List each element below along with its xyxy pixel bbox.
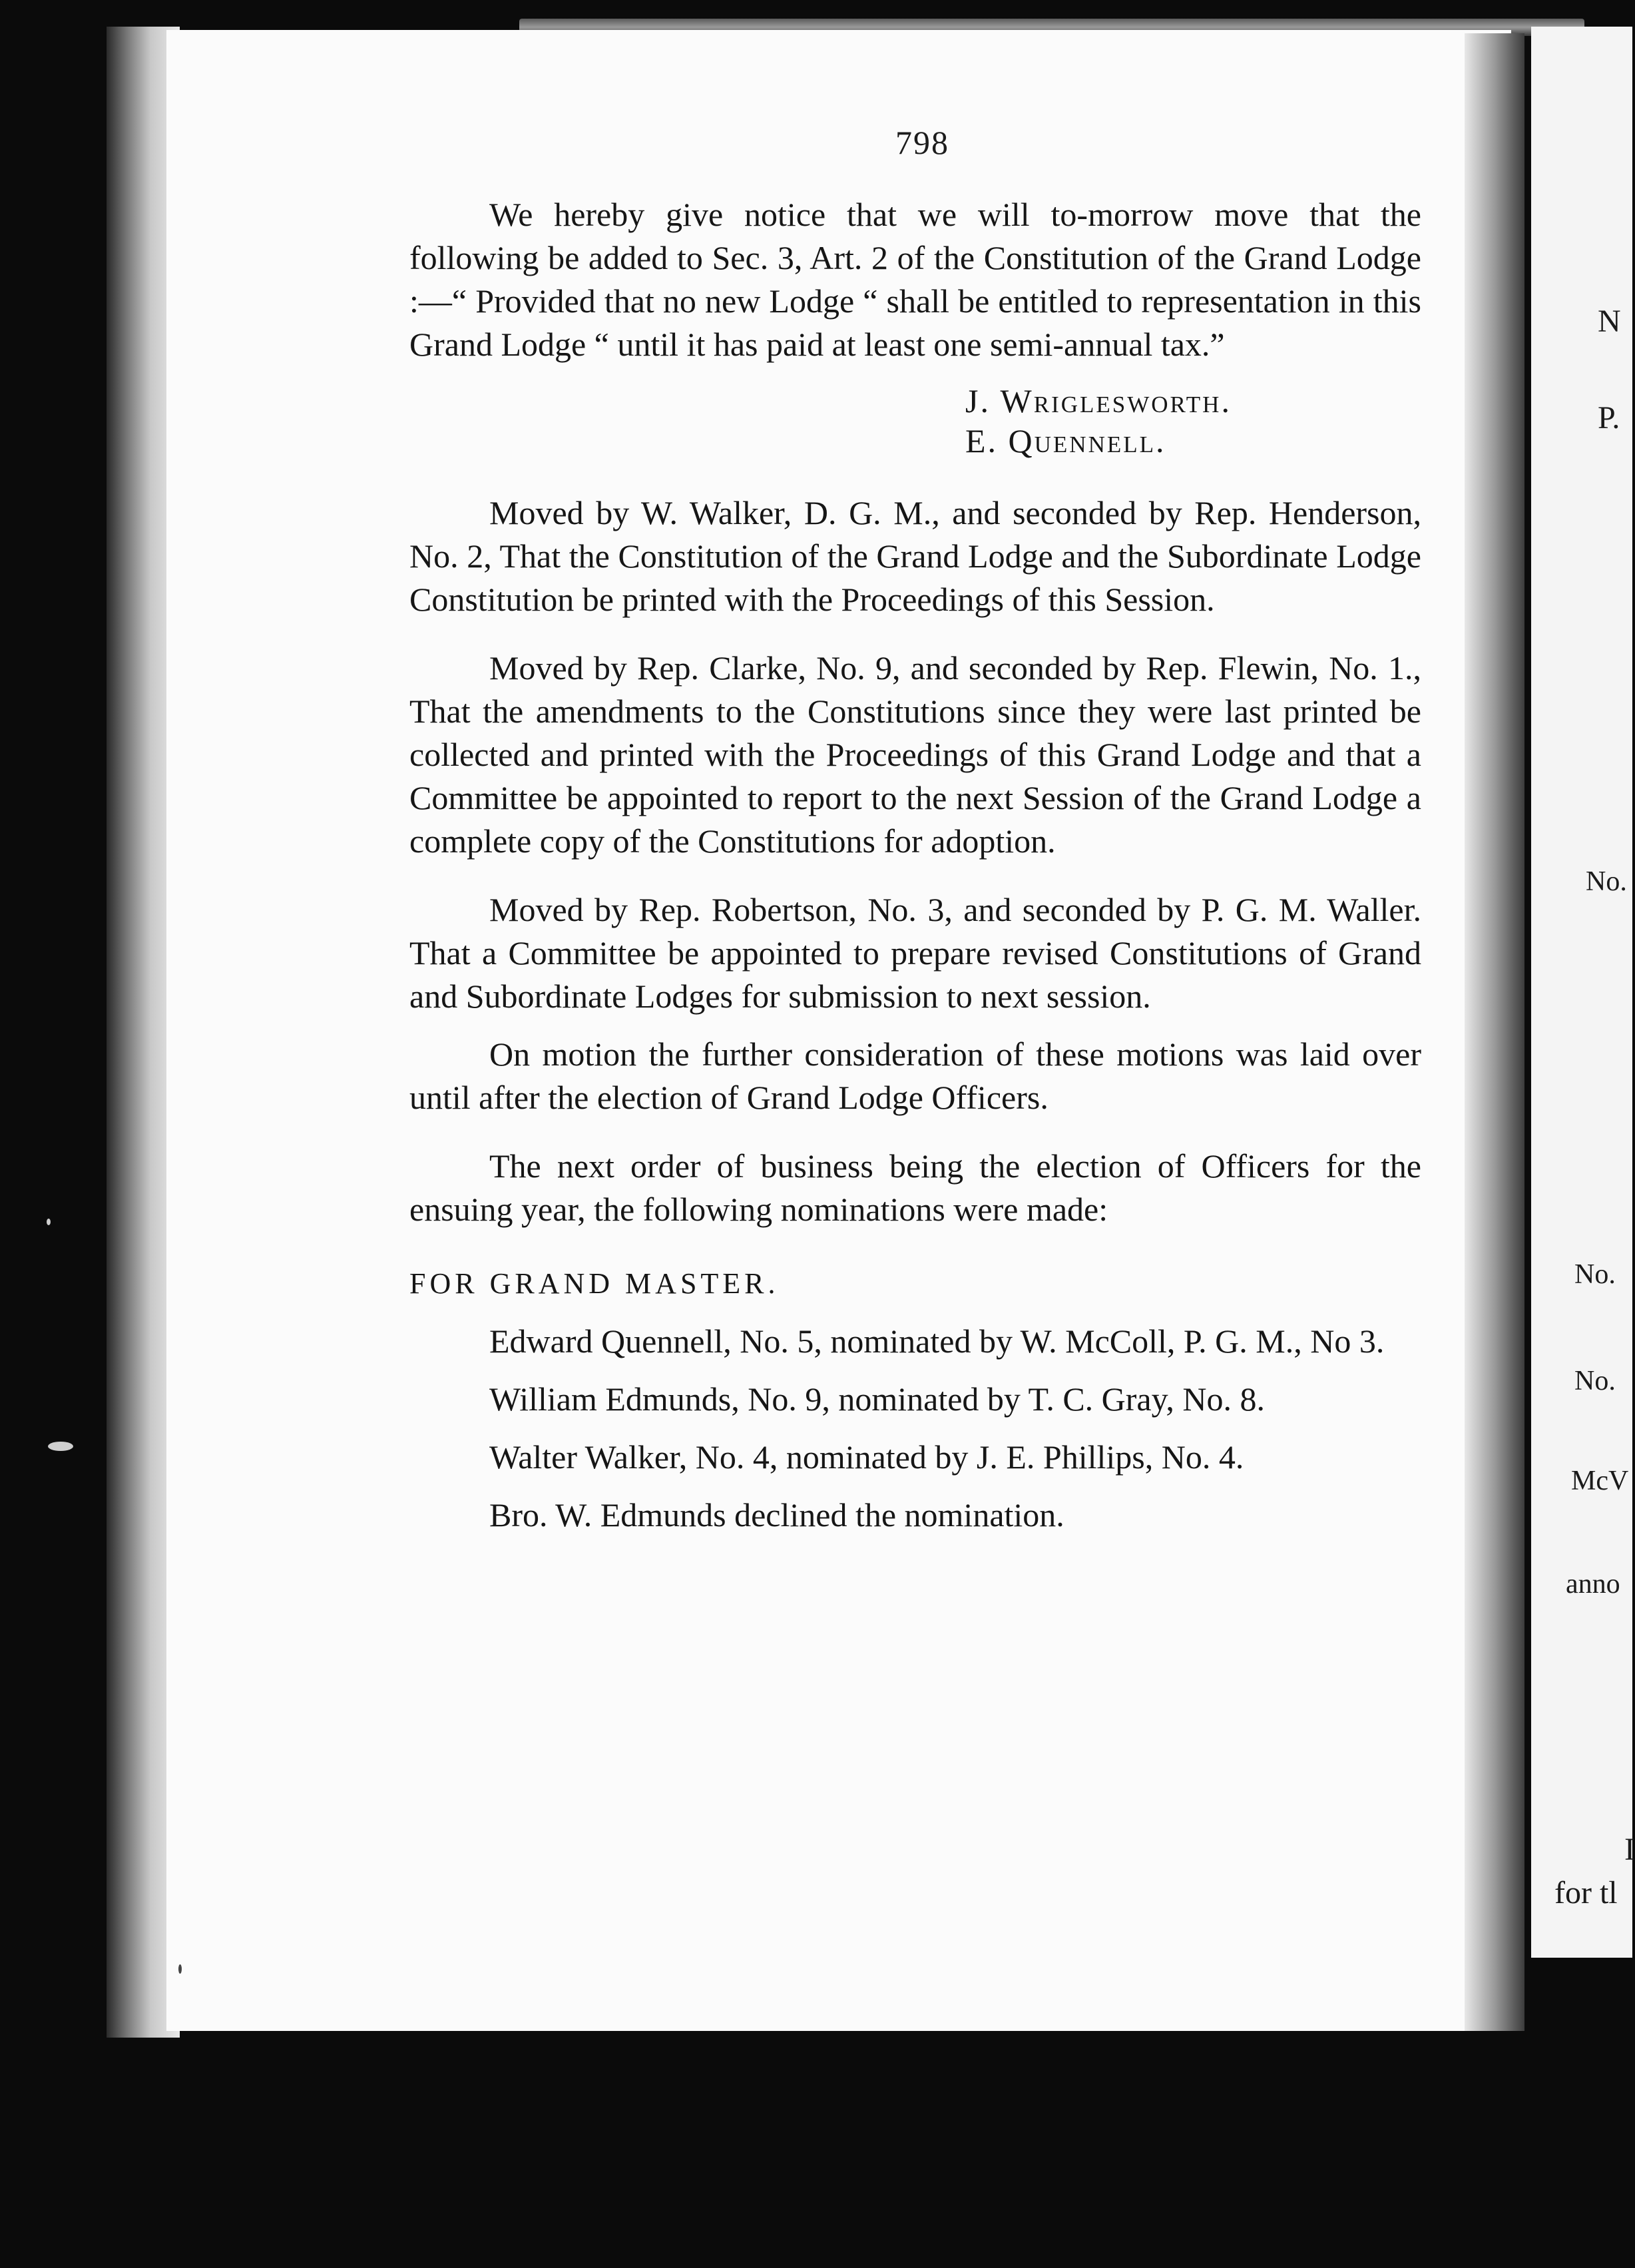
page-number: 798: [895, 124, 949, 161]
nomination-paragraph: Walter Walker, No. 4, nominated by J. E. Phillips, No. 4.: [489, 1438, 1244, 1476]
facing-fragment: No.: [1574, 1259, 1616, 1290]
facing-fragment: for tl: [1554, 1875, 1618, 1910]
scan-speck: [47, 1219, 51, 1225]
scan-speck: [178, 1964, 182, 1974]
nomination-paragraph: Edward Quennell, No. 5, nominated by W. McColl, P. G. M., No 3.: [489, 1322, 1385, 1360]
notice-paragraph: We hereby give notice that we will to-morrow move that the following be added to Sec. 3, Art. 2 of the Constitution of the Grand Lodge :—“ Provided that no new Lodge “ shall be entitled to representation in this Grand Lodge “ until it has paid at least one semi-annual tax.”: [409, 196, 1421, 363]
motion-paragraph: The next order of business being the election of Officers for the ensuing year, the following nominations were made:: [409, 1147, 1421, 1228]
facing-fragment: P.: [1598, 400, 1620, 435]
scan-speck: [48, 1442, 73, 1451]
page-gutter: [1465, 33, 1524, 2031]
facing-fragment: No.: [1574, 1366, 1616, 1396]
facing-fragment: anno: [1566, 1569, 1620, 1599]
page-body: [409, 193, 1421, 1537]
signature: J. Wriglesworth.: [965, 382, 1232, 420]
motion-paragraph: Moved by W. Walker, D. G. M., and seconded by Rep. Henderson, No. 2, That the Constitution of the Grand Lodge and the Subordinate Lodge Constitution be printed with the Proceedings of this Session.: [409, 494, 1421, 618]
facing-fragment: I: [1624, 1832, 1635, 1867]
motion-paragraph: On motion the further consideration of these motions was laid over until after the election of Grand Lodge Officers.: [409, 1035, 1421, 1116]
facing-fragment: N: [1598, 304, 1621, 339]
section-heading: FOR GRAND MASTER.: [409, 1267, 780, 1300]
facing-fragment: McV: [1571, 1466, 1629, 1496]
nomination-paragraph: William Edmunds, No. 9, nominated by T. C. Gray, No. 8.: [489, 1380, 1265, 1418]
motion-paragraph: Moved by Rep. Clarke, No. 9, and seconded by Rep. Flewin, No. 1., That the amendments to the Constitutions since they were last printed be collected and printed with the Proceedings of this Grand Lodge and that a Committee be appointed to report to the next Session of the Grand Lodge a complete copy of the Constitutions for adoption.: [409, 649, 1421, 860]
motion-paragraph: Moved by Rep. Robertson, No. 3, and seconded by P. G. M. Waller. That a Committee be appointed to prepare revised Constitutions of Grand and Subordinate Lodges for submission to next session.: [409, 891, 1421, 1015]
facing-fragment: No.: [1586, 866, 1627, 897]
signature: E. Quennell.: [965, 422, 1166, 459]
signature-block: [965, 381, 1421, 461]
closing-paragraph: Bro. W. Edmunds declined the nomination.: [489, 1496, 1064, 1534]
